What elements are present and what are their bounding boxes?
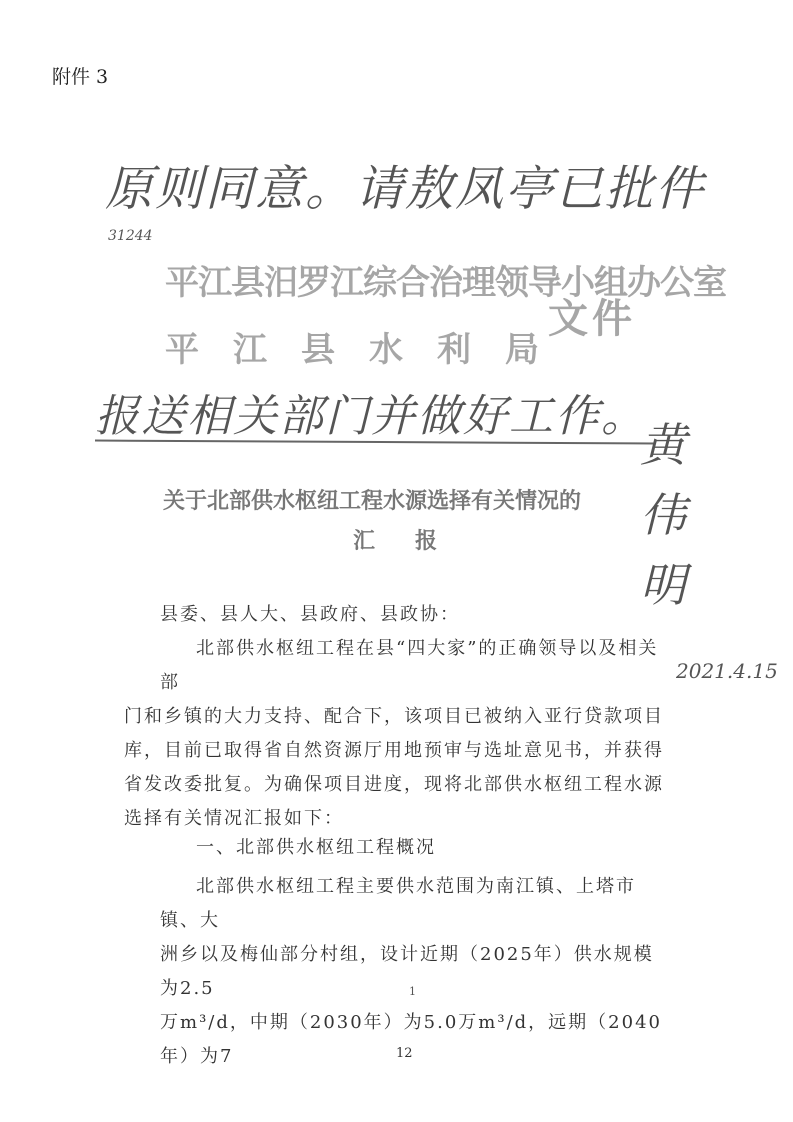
handwritten-date: 2021.4.15 bbox=[676, 659, 778, 683]
handwritten-signature: 黄伟明 bbox=[640, 418, 686, 612]
report-title-line-1: 关于北部供水枢纽工程水源选择有关情况的 bbox=[163, 488, 582, 514]
paragraph-line: 门和乡镇的大力支持、配合下，该项目已被纳入亚行贷款项目 bbox=[124, 706, 664, 727]
org-name-line-1: 平江县汨罗江综合治理领导小组办公室 bbox=[165, 263, 726, 303]
report-title-line-2: 汇报 bbox=[353, 528, 478, 554]
paragraph-line: 北部供水枢纽工程在县“四大家”的正确领导以及相关部 bbox=[160, 638, 659, 693]
page-number: 12 bbox=[396, 1046, 413, 1061]
paragraph-line: 省发改委批复。为确保项目进度，现将北部供水枢纽工程水源 bbox=[124, 774, 664, 795]
attachment-label: 附件 3 bbox=[52, 66, 109, 88]
paragraph-line: 北部供水枢纽工程主要供水范围为南江镇、上塔市镇、大 bbox=[160, 876, 636, 931]
handwritten-annotation-middle: 报送相关部门并做好工作。 bbox=[95, 391, 647, 442]
inner-page-number: 1 bbox=[409, 985, 416, 998]
handwritten-number: 31244 bbox=[108, 228, 153, 244]
paragraph-1 bbox=[124, 632, 668, 836]
handwritten-annotation-top: 原则同意。请敖凤亭已批件 bbox=[105, 161, 706, 217]
section-heading: 一、北部供水枢纽工程概况 bbox=[196, 837, 436, 858]
paragraph-line: 洲乡以及梅仙部分村组，设计近期（2025年）供水规模为2.5 bbox=[160, 944, 654, 999]
document-suffix: 文件 bbox=[548, 295, 636, 342]
org-name-line-2: 平江县水利局 bbox=[165, 330, 573, 370]
salutation: 县委、县人大、县政府、县政协： bbox=[160, 604, 460, 625]
paragraph-line: 库，目前已取得省自然资源厅用地预审与选址意见书，并获得 bbox=[124, 740, 664, 761]
paragraph-2 bbox=[160, 870, 668, 1074]
paragraph-line: 万m³/d，中期（2030年）为5.0万m³/d，远期（2040年）为7 bbox=[160, 1012, 662, 1067]
paragraph-line: 选择有关情况汇报如下： bbox=[124, 808, 344, 829]
